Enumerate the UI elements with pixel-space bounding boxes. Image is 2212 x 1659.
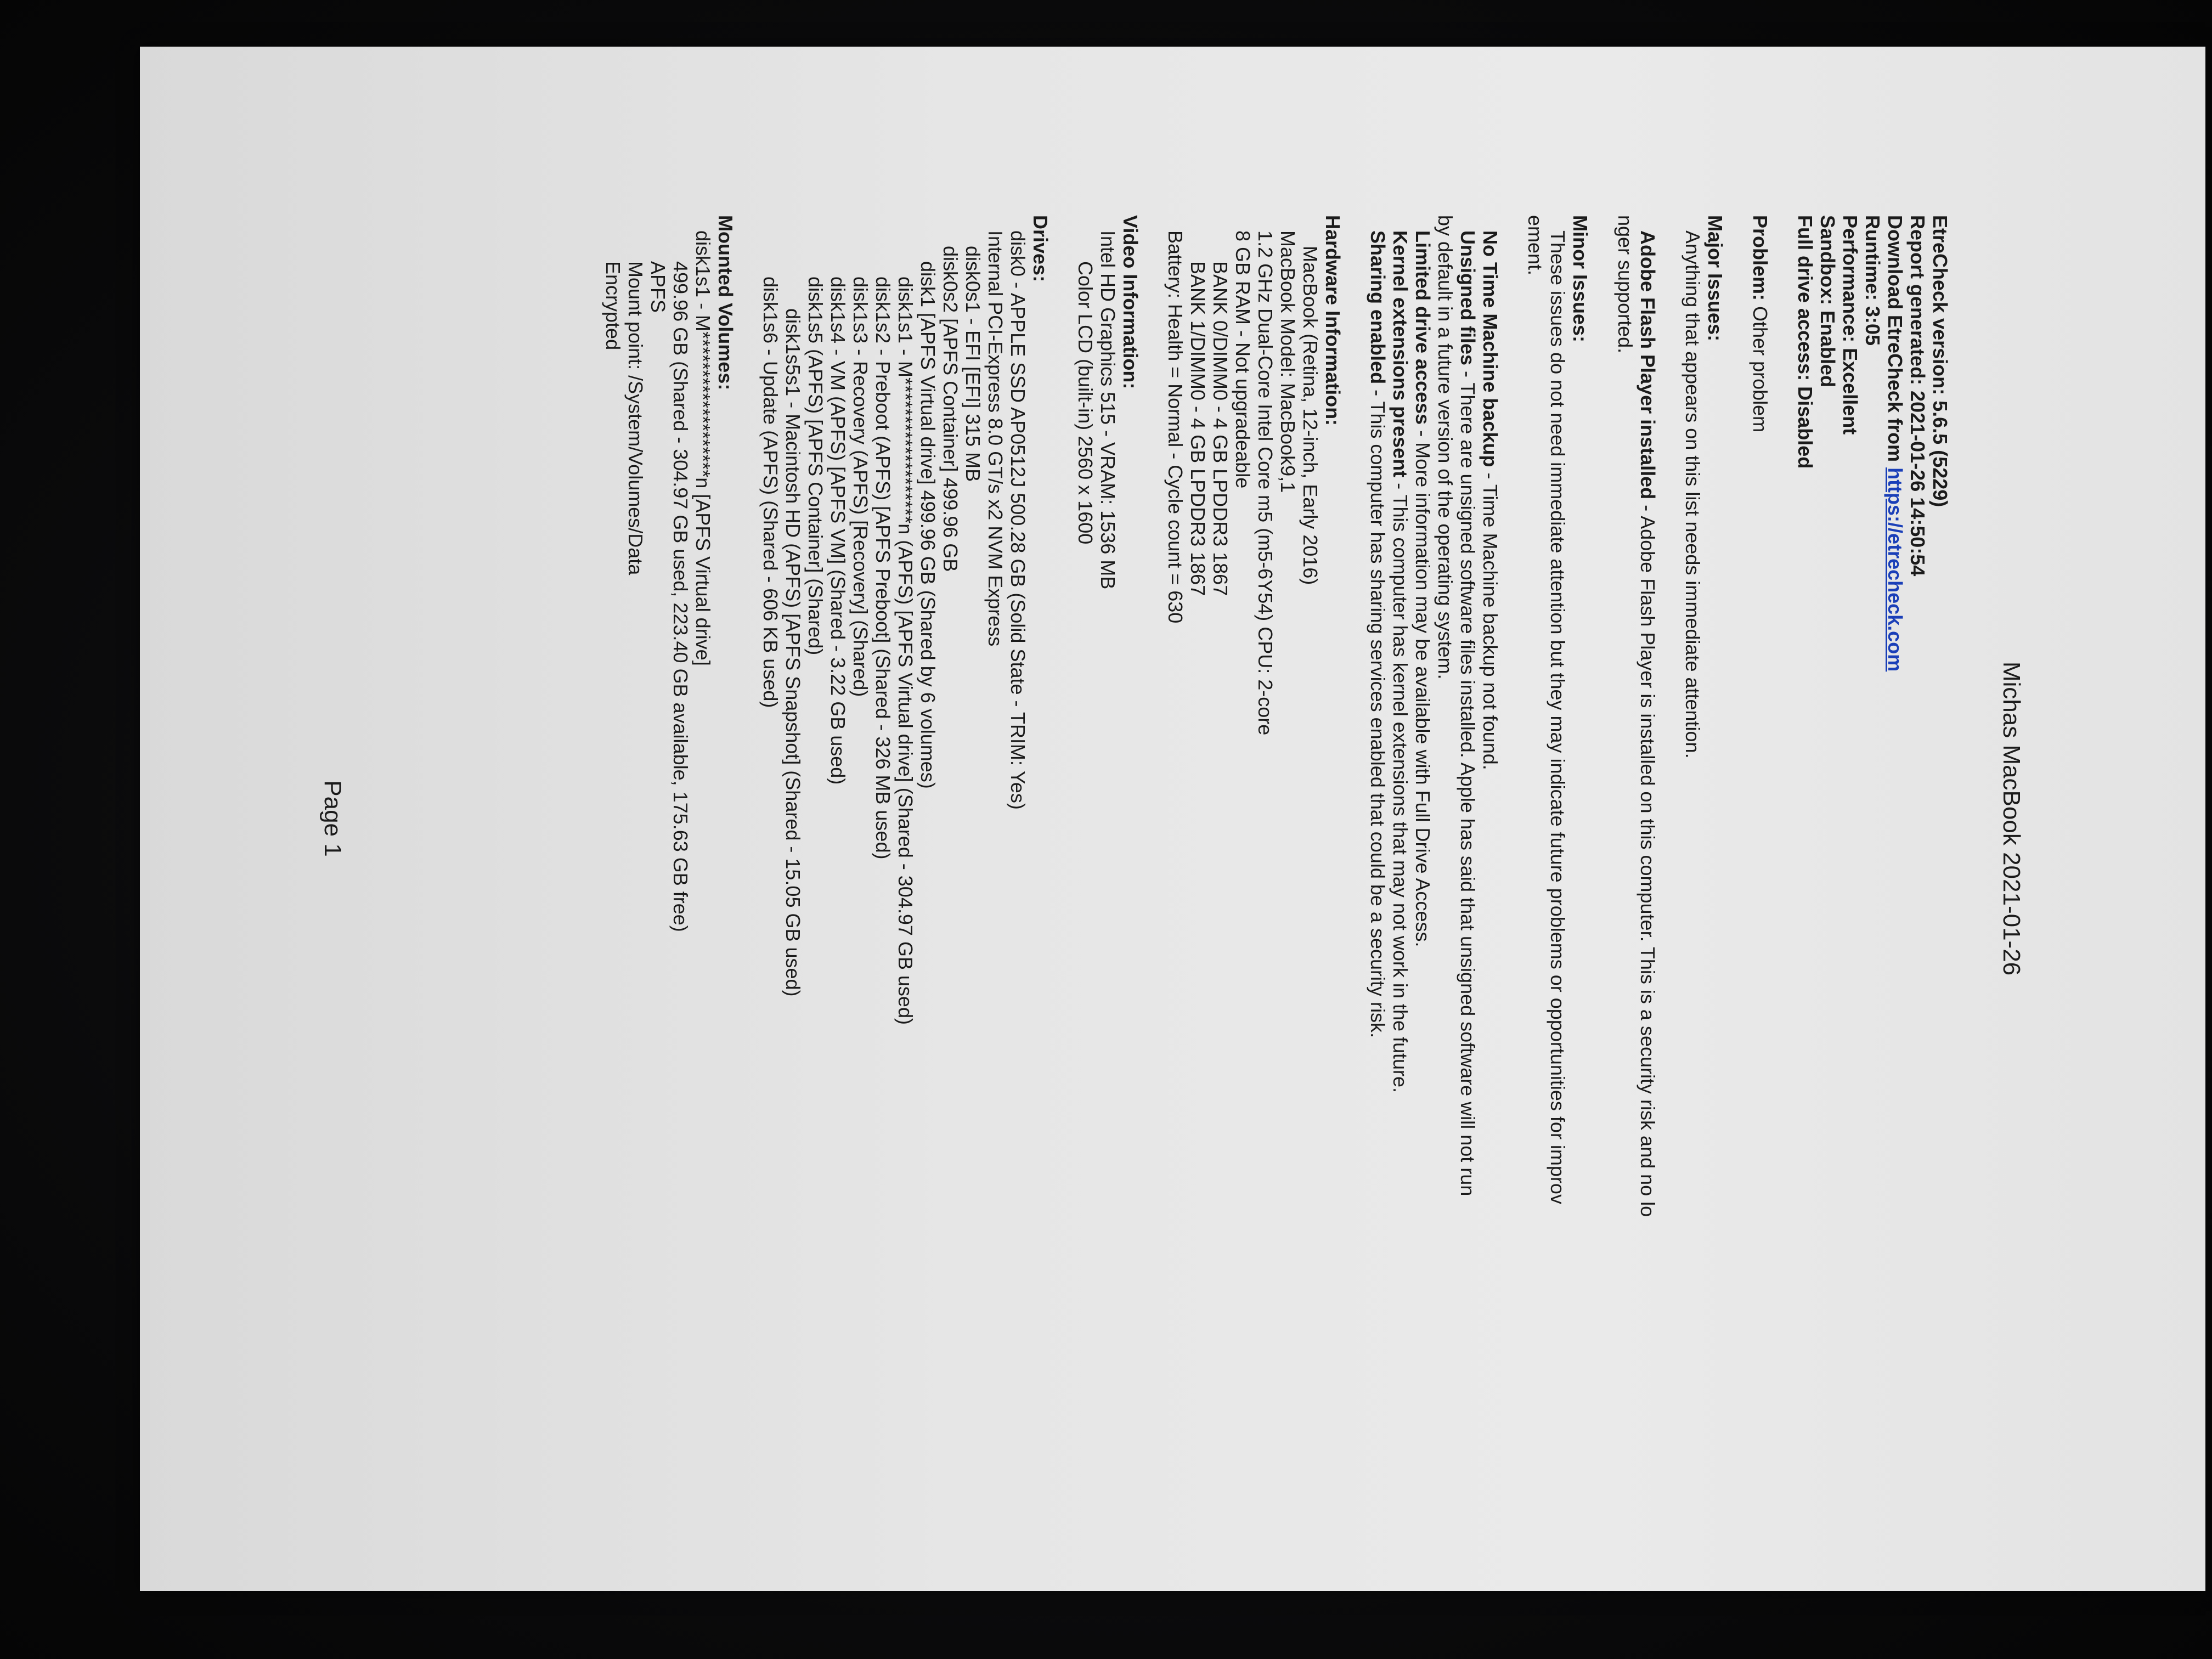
minor-issue-title: Unsigned files: [1457, 230, 1479, 366]
major-issue-title: Adobe Flash Player installed: [1637, 230, 1659, 500]
minor-issue-item: [1457, 215, 1479, 1587]
minor-issues-intro-cont: ement.: [1524, 215, 1547, 276]
minor-issue-title: Kernel extensions present: [1389, 230, 1412, 478]
hardware-line: 8 GB RAM - Not upgradeable: [1232, 230, 1254, 489]
minor-issue-text: - This computer has sharing services enabled that could be a security risk.: [1367, 384, 1389, 1038]
page-number: Page 1: [319, 780, 346, 857]
video-heading: Video Information:: [1119, 215, 1142, 390]
drives-heading: Drives:: [1029, 215, 1052, 283]
document-page: [267, 78, 2078, 1559]
minor-issue-text: - Time Machine backup not found.: [1479, 467, 1502, 770]
minor-issue-title: Limited drive access: [1412, 230, 1434, 425]
drive-line: disk0s1 - EFI [EFI] 315 MB: [962, 246, 984, 482]
minor-issue-title: No Time Machine backup: [1479, 230, 1502, 467]
performance: Performance: Excellent: [1839, 215, 1861, 435]
hardware-line: BANK 1/DIMM0 - 4 GB LPDDR3 1867: [1187, 261, 1209, 596]
drive-line: disk1s5s1 - Macintosh HD (APFS) [APFS Snapshot] (Shared - 15.05 GB used): [782, 308, 804, 997]
minor-issue-text: - There are unsigned software files installed. Apple has said that unsigned software will not run: [1457, 365, 1479, 1197]
mounted-volumes-heading: Mounted Volumes:: [714, 215, 737, 391]
runtime: Runtime: 3:05: [1861, 215, 1884, 346]
document-title: Michas MacBook 2021-01-26: [1998, 661, 2025, 976]
report-content: [602, 215, 1951, 1587]
download-prefix: Download EtreCheck from: [1884, 215, 1906, 468]
volume-line: 499.96 GB (Shared - 304.97 GB used, 223.40 GB available, 175.63 GB free): [669, 261, 692, 932]
hardware-line: BANK 0/DIMM0 - 4 GB LPDDR3 1867: [1209, 261, 1232, 596]
major-issues-intro: Anything that appears on this list needs immediate attention.: [1681, 230, 1704, 759]
problem-value: Other problem: [1749, 301, 1771, 433]
drive-line: disk1s6 - Update (APFS) (Shared - 606 KB used): [759, 276, 782, 708]
volume-line: APFS: [647, 261, 669, 313]
minor-issue-item: [1389, 215, 1412, 1587]
drive-line: disk1s1 - M*******************n (APFS) [APFS Virtual drive] (Shared - 304.97 GB used): [894, 276, 917, 1025]
minor-issue-item: [1479, 215, 1502, 1587]
etrecheck-link[interactable]: https://etrecheck.com: [1884, 467, 1906, 672]
volume-line: Mount point: /System/Volumes/Data: [624, 261, 647, 575]
sandbox: Sandbox: Enabled: [1816, 215, 1839, 388]
drive-line: disk0 - APPLE SSD AP0512J 500.28 GB (Solid State - TRIM: Yes): [1007, 230, 1029, 810]
minor-issue-item: [1412, 215, 1434, 1587]
etrecheck-version: EtreCheck version: 5.6.5 (5229): [1929, 215, 1951, 507]
major-issue-text: - Adobe Flash Player is installed on this computer. This is a security risk and no lo: [1637, 499, 1659, 1217]
volume-line: disk1s1 - M*******************n [APFS Virtual drive]: [692, 230, 714, 666]
hardware-line: MacBook (Retina, 12-inch, Early 2016): [1299, 246, 1322, 585]
problem-line: [1749, 215, 1771, 1587]
drive-line: disk1s3 - Recovery (APFS) [Recovery] (Shared): [849, 276, 872, 697]
minor-issues-heading: Minor Issues:: [1569, 215, 1592, 343]
problem-label: Problem:: [1749, 215, 1771, 301]
report-generated: Report generated: 2021-01-26 14:50:54: [1906, 215, 1929, 577]
drive-line: disk1s5 (APFS) [APFS Container] (Shared): [804, 276, 827, 656]
hardware-line: 1.2 GHz Dual-Core Intel Core m5 (m5-6Y54) CPU: 2-core: [1254, 230, 1277, 736]
minor-issue-text: - This computer has kernel extensions that may not work in the future.: [1389, 477, 1412, 1093]
minor-issue-item: [1434, 215, 1457, 1587]
major-issue-text-cont: nger supported.: [1614, 215, 1637, 354]
minor-issue-text: - More information may be available with Full Drive Access.: [1412, 425, 1434, 947]
drive-line: disk1s4 - VM (APFS) [APFS VM] (Shared - 3.22 GB used): [827, 276, 849, 785]
major-issues-heading: Major Issues:: [1704, 215, 1726, 342]
minor-issue-title: Sharing enabled: [1367, 230, 1389, 385]
hardware-line: Battery: Health = Normal - Cycle count = 630: [1164, 230, 1187, 624]
drive-line: disk1s2 - Preboot (APFS) [APFS Preboot] (Shared - 326 MB used): [872, 276, 894, 860]
screen: [140, 47, 2205, 1591]
full-drive-access: Full drive access: Disabled: [1794, 215, 1816, 469]
drive-line: disk0s2 [APFS Container] 499.96 GB: [939, 246, 962, 572]
major-issue-item: [1637, 215, 1659, 1587]
drive-line: Internal PCI-Express 8.0 GT/s x2 NVM Express: [984, 230, 1007, 647]
hardware-heading: Hardware Information:: [1322, 215, 1344, 426]
video-line: Color LCD (built-in) 2560 x 1600: [1074, 261, 1097, 545]
minor-issue-text: by default in a future version of the operating system.: [1434, 215, 1457, 680]
download-line: [1884, 215, 1906, 1587]
video-line: Intel HD Graphics 515 - VRAM: 1536 MB: [1097, 230, 1119, 590]
hardware-line: MacBook Model: MacBook9,1: [1277, 230, 1299, 493]
minor-issue-item: [1367, 215, 1389, 1587]
volume-line: Encrypted: [602, 261, 624, 351]
drive-line: disk1 [APFS Virtual drive] 499.96 GB (Shared by 6 volumes): [917, 261, 939, 789]
minor-issues-intro: These issues do not need immediate attention but they may indicate future problems or opportunities for improv: [1547, 230, 1569, 1204]
